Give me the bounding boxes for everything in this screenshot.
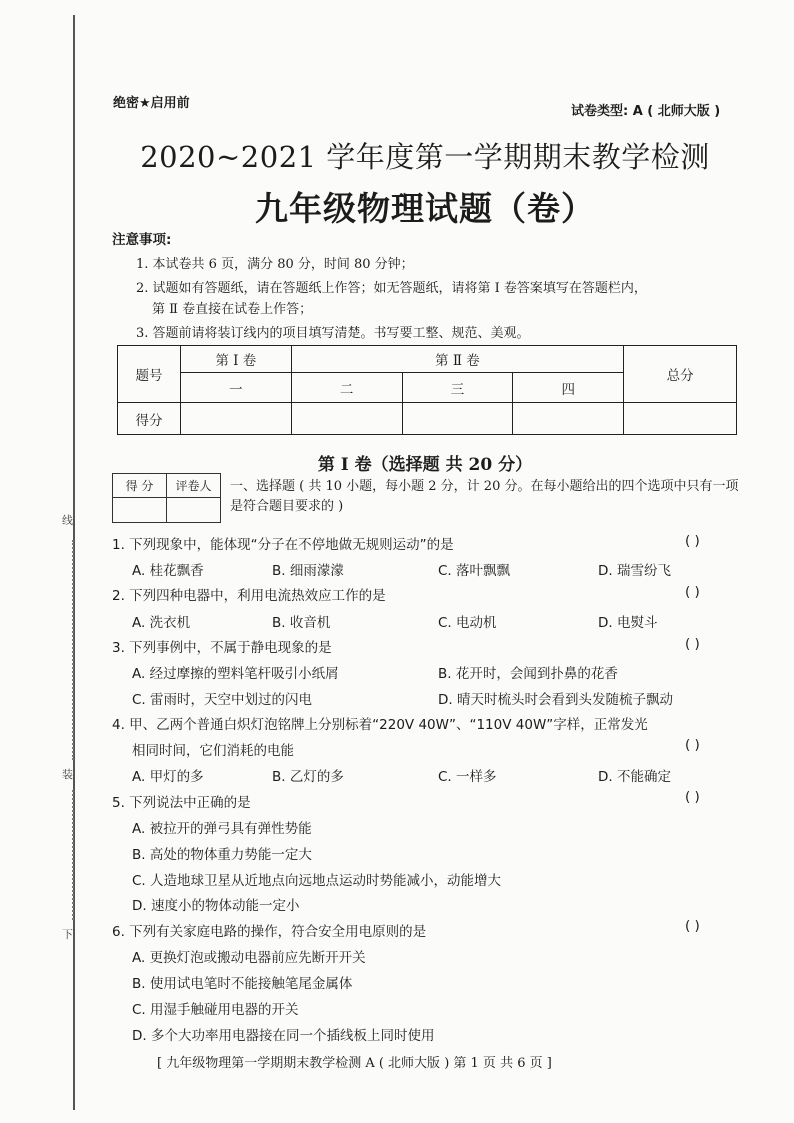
col-header: 二 bbox=[291, 373, 402, 403]
option: C. 用湿手触碰用电器的开关 bbox=[132, 1002, 299, 1018]
binding-char: 装 bbox=[62, 768, 73, 781]
option: D. 晴天时梳头时会看到头发随梳子飘动 bbox=[438, 692, 673, 708]
question-stem: 4. 甲、乙两个普通白炽灯泡铭牌上分别标着“220V 40W”、“110V 40W”字样，正常发光 bbox=[112, 717, 648, 733]
option: A. 被拉开的弹弓具有弹性势能 bbox=[132, 821, 312, 837]
option: B. 细雨濛濛 bbox=[272, 563, 344, 579]
option: C. 人造地球卫星从近地点向远地点运动时势能减小，动能增大 bbox=[132, 873, 502, 889]
note-item: 3. 答题前请将装订线内的项目填写清楚。书写要工整、规范、美观。 bbox=[136, 326, 530, 341]
answer-parentheses[interactable]: ( ) bbox=[685, 584, 700, 600]
option: D. 不能确定 bbox=[598, 769, 671, 785]
question-stem: 2. 下列四种电器中，利用电流热效应工作的是 bbox=[112, 588, 386, 604]
option: D. 瑞雪纷飞 bbox=[598, 563, 671, 579]
option: B. 花开时，会闻到扑鼻的花香 bbox=[438, 666, 618, 682]
option: A. 桂花飘香 bbox=[132, 563, 204, 579]
option: B. 收音机 bbox=[272, 615, 331, 631]
binding-dotted-line bbox=[72, 540, 74, 760]
notes-heading: 注意事项: bbox=[112, 232, 172, 248]
binding-dotted-line bbox=[72, 790, 74, 920]
note-item: 1. 本试卷共 6 页，满分 80 分，时间 80 分钟； bbox=[136, 257, 414, 272]
answer-parentheses[interactable]: ( ) bbox=[685, 636, 700, 652]
score-cell-total[interactable] bbox=[624, 403, 737, 435]
option: C. 落叶飘飘 bbox=[438, 563, 511, 579]
answer-parentheses[interactable]: ( ) bbox=[685, 918, 700, 934]
section-title: 第 Ⅰ 卷（选择题 共 20 分） bbox=[317, 455, 533, 475]
grader-name-cell[interactable] bbox=[167, 498, 221, 523]
option: A. 经过摩擦的塑料笔杆吸引小纸屑 bbox=[132, 666, 339, 682]
option: C. 一样多 bbox=[438, 769, 497, 785]
binding-char: 线 bbox=[62, 514, 73, 527]
answer-parentheses[interactable]: ( ) bbox=[685, 533, 700, 549]
part1-header: 第 Ⅰ 卷 bbox=[180, 346, 291, 373]
option: A. 甲灯的多 bbox=[132, 769, 204, 785]
option: D. 电熨斗 bbox=[598, 615, 658, 631]
option: A. 更换灯泡或搬动电器前应先断开开关 bbox=[132, 950, 366, 966]
score-table bbox=[117, 345, 737, 435]
option: D. 多个大功率用电器接在同一个插线板上同时使用 bbox=[132, 1028, 435, 1044]
question-stem: 3. 下列事例中，不属于静电现象的是 bbox=[112, 640, 332, 656]
part2-header: 第 Ⅱ 卷 bbox=[291, 346, 623, 373]
note-item: 第 Ⅱ 卷直接在试卷上作答； bbox=[152, 302, 313, 317]
total-header: 总分 bbox=[624, 346, 737, 403]
answer-parentheses[interactable]: ( ) bbox=[685, 737, 700, 753]
section-instruction: 一、选择题 ( 共 10 小题，每小题 2 分，计 20 分。在每小题给出的四个选项中只有一项是符合题目要求的 ) bbox=[230, 479, 739, 514]
grader-name-label: 评卷人 bbox=[167, 474, 221, 498]
page-footer: [ 九年级物理第一学期期末教学检测 A ( 北师大版 ) 第 1 页 共 6 页 ] bbox=[157, 1056, 552, 1071]
note-item: 2. 试题如有答题纸，请在答题纸上作答；如无答题纸，请将第 Ⅰ 卷答案填写在答题栏内， bbox=[136, 281, 647, 296]
answer-parentheses[interactable]: ( ) bbox=[685, 789, 700, 805]
option: B. 使用试电笔时不能接触笔尾金属体 bbox=[132, 976, 353, 992]
grader-table bbox=[112, 473, 221, 523]
option: D. 速度小的物体动能一定小 bbox=[132, 898, 300, 914]
binding-char: 下 bbox=[62, 928, 73, 941]
question-stem: 5. 下列说法中正确的是 bbox=[112, 795, 251, 811]
confidential-label: 绝密★启用前 bbox=[113, 96, 190, 111]
paper-type-label: 试卷类型: A ( 北师大版 ) bbox=[571, 104, 721, 119]
option: B. 高处的物体重力势能一定大 bbox=[132, 847, 312, 863]
row-label-score: 得分 bbox=[118, 403, 181, 435]
score-cell[interactable] bbox=[402, 403, 513, 435]
option: C. 电动机 bbox=[438, 615, 497, 631]
col-header: 一 bbox=[180, 373, 291, 403]
col-header: 三 bbox=[402, 373, 513, 403]
question-stem: 1. 下列现象中，能体现“分子在不停地做无规则运动”的是 bbox=[112, 537, 454, 553]
row-label-question: 题号 bbox=[118, 346, 181, 403]
score-cell[interactable] bbox=[180, 403, 291, 435]
option: B. 乙灯的多 bbox=[272, 769, 344, 785]
score-cell[interactable] bbox=[513, 403, 624, 435]
score-cell[interactable] bbox=[291, 403, 402, 435]
option: C. 雷雨时，天空中划过的闪电 bbox=[132, 692, 313, 708]
grader-score-cell[interactable] bbox=[113, 498, 167, 523]
question-stem-continued: 相同时间，它们消耗的电能 bbox=[132, 743, 294, 759]
exam-subtitle: 九年级物理试题（卷） bbox=[255, 189, 595, 228]
exam-title: 2020~2021 学年度第一学期期末教学检测 bbox=[140, 140, 710, 174]
option: A. 洗衣机 bbox=[132, 615, 191, 631]
col-header: 四 bbox=[513, 373, 624, 403]
grader-score-label: 得 分 bbox=[113, 474, 167, 498]
question-stem: 6. 下列有关家庭电路的操作，符合安全用电原则的是 bbox=[112, 924, 427, 940]
